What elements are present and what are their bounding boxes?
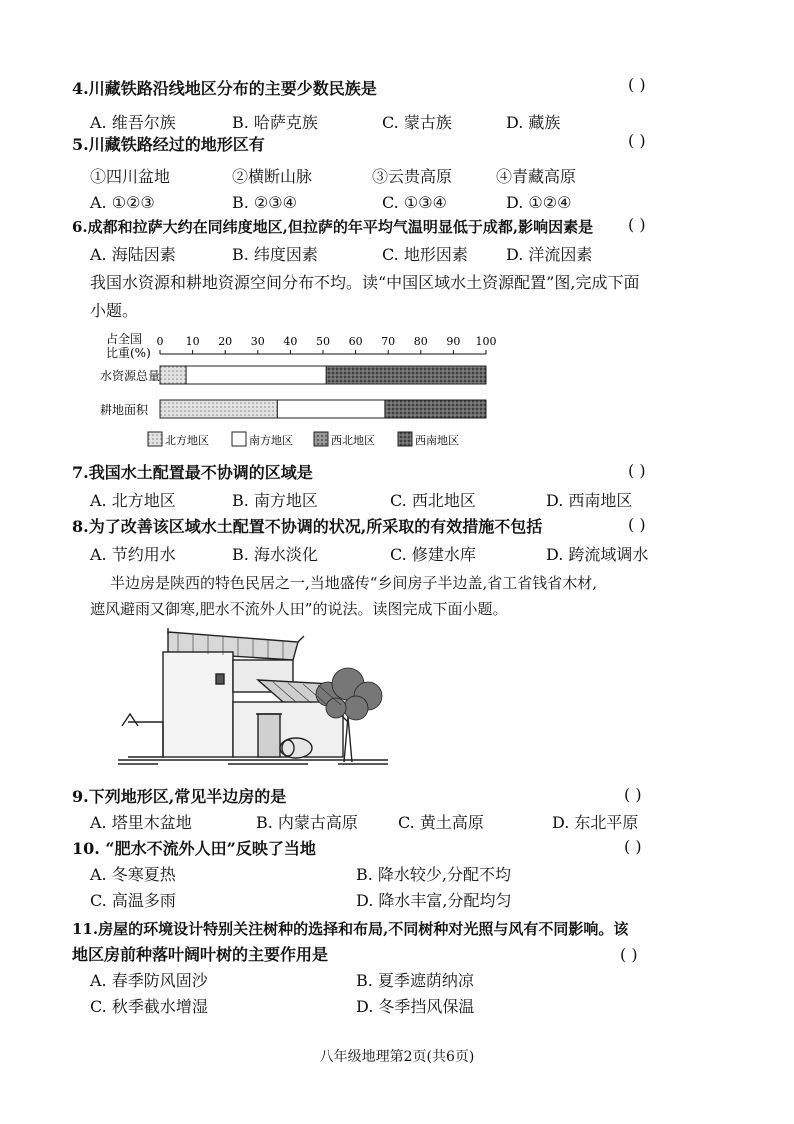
q9-option-a: A. 塔里木盆地 bbox=[90, 813, 192, 832]
bar-segment bbox=[186, 366, 326, 384]
q10-option-d: D. 降水丰富,分配均匀 bbox=[356, 891, 512, 910]
legend-swatch bbox=[314, 432, 328, 446]
q6-stem: 6.成都和拉萨大约在同纬度地区,但拉萨的年平均气温明显低于成都,影响因素是 bbox=[72, 218, 594, 236]
q5-item-1: ①四川盆地 bbox=[90, 167, 171, 186]
q7-stem: 7.我国水土配置最不协调的区域是 bbox=[72, 463, 313, 482]
bar-segment bbox=[160, 400, 277, 418]
intro2-line1: 半边房是陕西的特色民居之一,当地盛传“乡间房子半边盖,省工省钱省木材, bbox=[110, 574, 597, 592]
q10-option-c: C. 高温多雨 bbox=[90, 891, 176, 910]
q8-option-a: A. 节约用水 bbox=[90, 545, 176, 564]
q5-answer-paren: ( ) bbox=[628, 131, 646, 150]
legend-label: 南方地区 bbox=[249, 434, 293, 447]
tick-label: 80 bbox=[413, 335, 428, 348]
q6-option-a: A. 海陆因素 bbox=[90, 245, 176, 264]
q10-option-b: B. 降水较少,分配不均 bbox=[356, 865, 512, 884]
q5-item-4: ④青藏高原 bbox=[496, 167, 577, 186]
q11-option-a: A. 春季防风固沙 bbox=[90, 971, 208, 990]
intro1-line1: 我国水资源和耕地资源空间分布不均。读“中国区域水土资源配置”图,完成下面 bbox=[90, 273, 640, 292]
tick-label: 0 bbox=[156, 335, 164, 348]
q11-option-b: B. 夏季遮荫纳凉 bbox=[356, 971, 474, 990]
q8-option-d: D. 跨流域调水 bbox=[546, 545, 649, 564]
tick-label: 30 bbox=[250, 335, 265, 348]
tick-label: 70 bbox=[381, 335, 396, 348]
q9-option-d: D. 东北平原 bbox=[552, 813, 639, 832]
q7-option-b: B. 南方地区 bbox=[232, 491, 318, 510]
legend-swatch bbox=[232, 432, 246, 446]
q11-answer-paren: ( ) bbox=[620, 945, 638, 964]
category-label-land: 耕地面积 bbox=[100, 403, 149, 417]
q4-option-c: C. 蒙古族 bbox=[382, 113, 452, 132]
chart-legend bbox=[148, 432, 459, 447]
tick-label: 10 bbox=[185, 335, 200, 348]
bar-segment bbox=[277, 400, 385, 418]
q5-option-b: B. ②③④ bbox=[232, 193, 297, 212]
q7-option-d: D. 西南地区 bbox=[546, 491, 633, 510]
q9-option-b: B. 内蒙古高原 bbox=[256, 813, 358, 832]
q5-option-a: A. ①②③ bbox=[90, 193, 155, 212]
q10-answer-paren: ( ) bbox=[624, 837, 642, 856]
bar-segment bbox=[160, 366, 186, 384]
q5-option-c: C. ①③④ bbox=[382, 193, 447, 212]
q6-option-b: B. 纬度因素 bbox=[232, 245, 318, 264]
chart-svg bbox=[100, 330, 500, 460]
half-side-house-illustration bbox=[108, 622, 398, 780]
axis-label-line1: 占全国 bbox=[106, 332, 143, 346]
q4-answer-paren: ( ) bbox=[628, 75, 646, 94]
water-land-chart bbox=[100, 330, 500, 460]
q7-option-c: C. 西北地区 bbox=[390, 491, 476, 510]
legend-swatch bbox=[398, 432, 412, 446]
q8-stem: 8.为了改善该区域水土配置不协调的状况,所采取的有效措施不包括 bbox=[72, 517, 543, 536]
q5-option-d: D. ①②④ bbox=[506, 193, 572, 212]
q5-item-3: ③云贵高原 bbox=[372, 167, 453, 186]
q9-stem: 9.下列地形区,常见半边房的是 bbox=[72, 787, 287, 806]
page-footer: 八年级地理第2页(共6页) bbox=[319, 1049, 475, 1065]
chart-bars bbox=[160, 366, 486, 418]
tick-label: 90 bbox=[446, 335, 461, 348]
q11-option-c: C. 秋季截水增湿 bbox=[90, 997, 208, 1016]
q8-option-b: B. 海水淡化 bbox=[232, 545, 318, 564]
tick-label: 20 bbox=[218, 335, 233, 348]
q6-option-c: C. 地形因素 bbox=[382, 245, 468, 264]
tick-label: 50 bbox=[316, 335, 330, 348]
tick-label: 100 bbox=[475, 335, 497, 348]
q7-answer-paren: ( ) bbox=[628, 461, 646, 480]
tick-label: 40 bbox=[283, 335, 298, 348]
intro2-line2: 遮风避雨又御寒,肥水不流外人田”的说法。读图完成下面小题。 bbox=[90, 600, 508, 618]
q5-stem: 5.川藏铁路经过的地形区有 bbox=[72, 135, 265, 154]
q10-stem: 10. “肥水不流外人田”反映了当地 bbox=[72, 839, 316, 858]
bar-segment bbox=[326, 366, 486, 384]
q4-option-a: A. 维吾尔族 bbox=[90, 113, 176, 132]
q8-answer-paren: ( ) bbox=[628, 515, 646, 534]
legend-label: 西南地区 bbox=[415, 434, 459, 447]
q7-option-a: A. 北方地区 bbox=[90, 491, 176, 510]
q4-stem: 4.川藏铁路沿线地区分布的主要少数民族是 bbox=[72, 79, 377, 98]
legend-label: 北方地区 bbox=[165, 434, 209, 447]
q11-stem-line1: 11.房屋的环境设计特别关注树种的选择和布局,不同树种对光照与风有不同影响。该 bbox=[72, 920, 629, 938]
q9-answer-paren: ( ) bbox=[624, 785, 642, 804]
q9-option-c: C. 黄土高原 bbox=[398, 813, 484, 832]
q11-option-d: D. 冬季挡风保温 bbox=[356, 997, 475, 1016]
q6-option-d: D. 洋流因素 bbox=[506, 245, 593, 264]
house-drawing bbox=[108, 622, 398, 780]
category-label-water: 水资源总量 bbox=[100, 369, 161, 383]
q6-answer-paren: ( ) bbox=[628, 215, 646, 234]
tick-label: 60 bbox=[348, 335, 363, 348]
intro1-line2: 小题。 bbox=[90, 301, 139, 320]
bar-segment bbox=[385, 400, 486, 418]
q5-item-2: ②横断山脉 bbox=[232, 167, 313, 186]
axis-ticks bbox=[157, 335, 497, 354]
q4-option-b: B. 哈萨克族 bbox=[232, 113, 318, 132]
q4-option-d: D. 藏族 bbox=[506, 113, 561, 132]
q11-stem-line2: 地区房前种落叶阔叶树的主要作用是 bbox=[72, 945, 329, 964]
axis-label-line2: 比重(%) bbox=[106, 346, 151, 360]
legend-label: 西北地区 bbox=[331, 434, 375, 447]
q10-option-a: A. 冬寒夏热 bbox=[90, 865, 176, 884]
q8-option-c: C. 修建水库 bbox=[390, 545, 476, 564]
legend-swatch bbox=[148, 432, 162, 446]
